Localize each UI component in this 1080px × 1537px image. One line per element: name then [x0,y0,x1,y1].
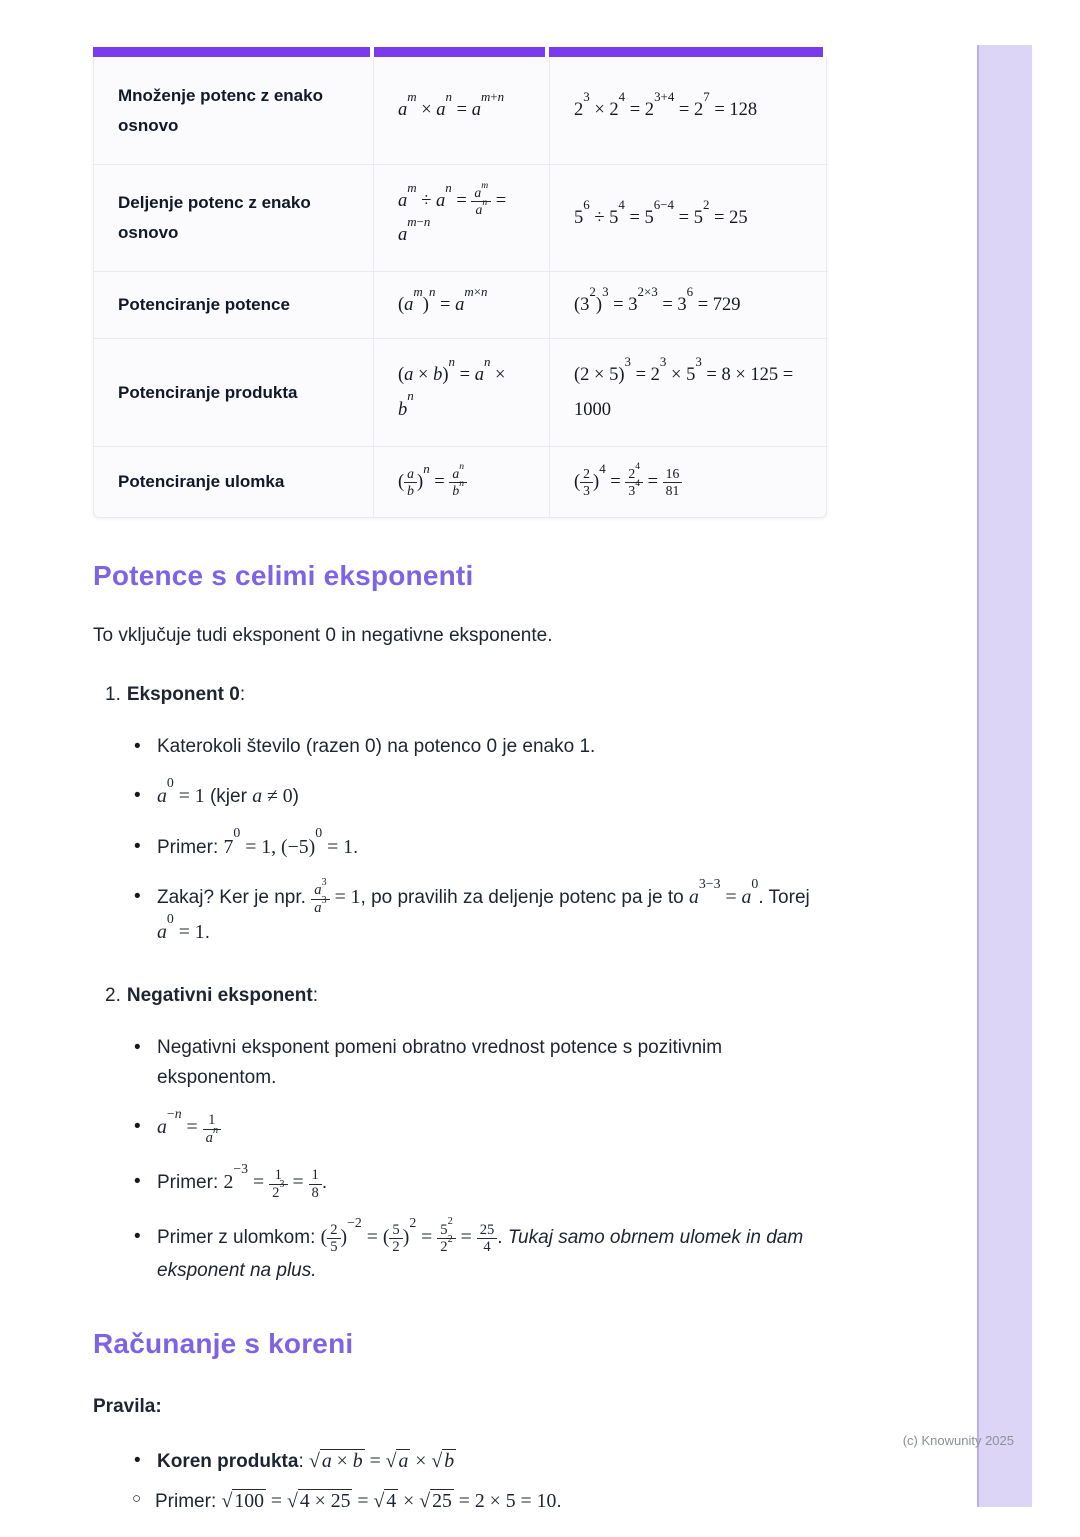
item-number: 1. [105,683,121,705]
item-number: 2. [105,985,121,1007]
list-item: • $a^{-n}$ = $\frac{1}{a^n}$ [157,1112,817,1147]
list-item-text: Koren produkta: √ a × b = √ a × √ b [157,1449,455,1472]
bullet-list [93,732,833,948]
paragraph: To vključuje tudi eksponent 0 in negativne eksponente. [93,625,553,646]
list-item: • Primer: $7^0 = 1$, $(-5)^0 = 1$. [157,832,817,863]
table-cell-formula: $a^m \times a^n = a^{m+n}$ [374,57,550,165]
list-item [157,1446,817,1517]
list-item: • Zakaj? Ker je npr. $\frac{a^3}{a^3}$ = 1, po pravilih za deljenje potenc pa je to $a^{3-3} = a^0$. Torej $a^0 = 1$. [157,882,817,947]
document-page [93,47,833,1537]
table-cell-example: ( $\frac{2}{3}$ )$^4$ = $\frac{2^4}{3^4}$ = $\frac{16}{81}$ [550,447,828,517]
table-cell-example: $2^3 \times 2^4 = 2^{3+4} = 2^7 = 128$ [550,57,828,165]
table-cell-formula: ( $\frac{a}{b}$ )$^n$ = $\frac{a^n}{b^n}$ [374,447,550,517]
table-cell-example: $(2 \times 5)^3 = 2^3 \times 5^3 = 8 \times 125 = 1000$ [550,339,828,447]
table-body [93,57,827,518]
table-cell-example: $(3^2)^3 = 3^{2\times 3} = 3^6 = 729$ [550,272,828,339]
header-bar-segment [549,47,823,57]
numbered-item [93,684,833,706]
table-cell-rule-name: Deljenje potenc z enako osnovo [94,165,374,272]
table-cell-formula: $(a \times b)^n = a^n \times b^n$ [374,339,550,447]
table-cell-rule-name: Potenciranje produkta [94,339,374,447]
rules-table [93,47,827,518]
rules-label: Pravila: [93,1395,162,1417]
list-item: • $a^0 = 1$ (kjer a ≠ 0) [157,781,817,812]
list-item: • Primer: $2^{-3}$ = $\frac{1}{2^3}$ = $\frac{1}{8}$ . [157,1167,817,1202]
section-title: Računanje s koreni [93,1327,354,1359]
table-cell-rule-name: Množenje potenc z enako osnovo [94,57,374,165]
sub-bullet-list [157,1486,817,1517]
numbered-item [93,985,833,1007]
sub-list-item: ○ Primer: √ 100 = √ 4 × 25 = √ 4 × √ 25 = 2 × 5 = 10. [155,1486,815,1517]
table-header-bar [93,47,827,57]
copyright-notice: (c) Knowunity 2025 [902,1433,1014,1448]
item-label: Eksponent 0: [126,683,246,705]
table-cell-rule-name: Potenciranje ulomka [94,447,374,517]
header-bar-segment [93,47,370,57]
bullet-list [93,1033,833,1285]
right-page-strip [977,45,1032,1507]
list-item: • Negativni eksponent pomeni obratno vrednost potence s pozitivnim eksponentom. [157,1033,817,1092]
item-label: Negativni eksponent: [126,985,318,1007]
table-cell-example: $5^6 \div 5^4 = 5^{6-4} = 5^2 = 25$ [550,165,828,272]
bullet-list [93,1446,833,1517]
header-bar-segment [374,47,545,57]
table-cell-rule-name: Potenciranje potence [94,272,374,339]
table-cell-formula: $a^m \div a^n$ = $\frac{a^m}{a^n}$ = $a^{m-n}$ [374,165,550,272]
list-item: • Katerokoli število (razen 0) na potenco 0 je enako 1. [157,732,817,761]
table-cell-formula: $(a^m)^n = a^{m\times n}$ [374,272,550,339]
section-title: Potence s celimi eksponenti [93,560,474,591]
list-item: • Primer z ulomkom: ( $\frac{2}{5}$ )$^{-2}$ = ( $\frac{5}{2}$ )$^2$ = $\frac{5^2}{2^2}$ = $\frac{25}{4}$ . Tukaj samo obrnem ulomek in dam eksponent na plus. [157,1222,817,1286]
